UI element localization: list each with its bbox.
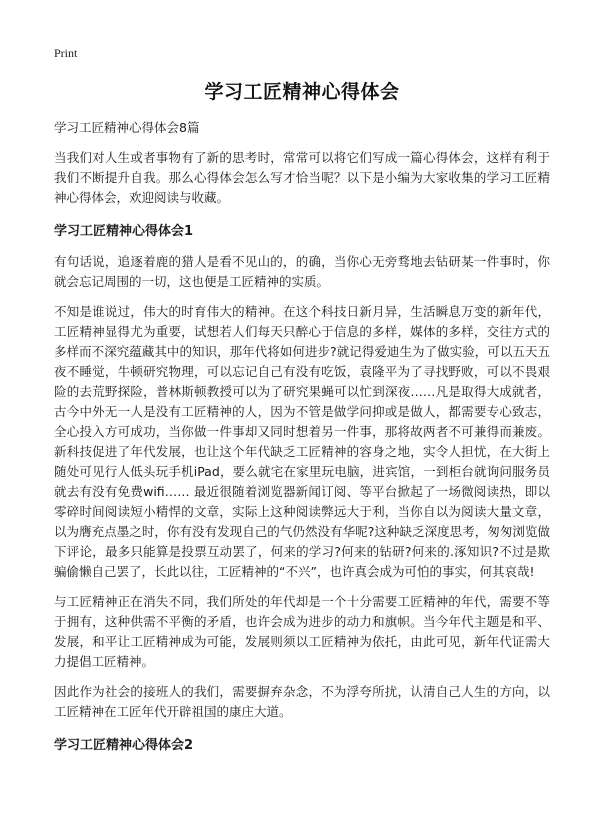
document-page <box>54 44 550 756</box>
print-link[interactable]: Print <box>54 46 78 60</box>
subtitle: 学习工匠精神心得体会8篇 <box>54 120 200 135</box>
section1-paragraph-3: 与工匠精神正在消失不同，我们所处的年代却是一个十分需要工匠精神的年代，需要不等于拥有，这种供需不平衡的矛盾，也许会成为进步的动力和旗帜。当今年代主题是和平、发展，和平让工匠精神成为可能，发展则须以工匠精神为依托，由此可见，新年代证需大力提倡工匠精神。 <box>54 594 550 669</box>
intro-paragraph: 当我们对人生或者事物有了新的思考时，常常可以将它们写成一篇心得体会，这样有利于我们不断提升自我。那么心得体会怎么写才恰当呢？以下是小编为大家收集的学习工匠精神心得体会，欢迎阅读与收藏。 <box>54 150 550 205</box>
section1-paragraph-4: 因此作为社会的接班人的我们，需要摒弃杂念，不为浮夸所扰，认清自己人生的方向，以工匠精神在工匠年代开辟祖国的康庄大道。 <box>54 684 550 719</box>
page-title: 学习工匠精神心得体会 <box>204 81 400 103</box>
section1-paragraph-2: 不知是谁说过，伟大的时育伟大的精神。在这个科技日新月异，生活瞬息万变的新年代，工匠精神显得尤为重要，试想若人们每天只醉心于信息的多样，媒体的多样，交往方式的多样而不深究蕴藏其中的知识，那年代将如何进步?就记得爱迪生为了做实验，可以五天五夜不睡觉，牛顿研究物理，可以忘记自己有没有吃饭，袁隆平为了寻找野败，可以不畏艰险的去荒野探险，普林斯顿教授可以为了研究果蝇可以忙到深夜……凡是取得大成就者，古今中外无一人是没有工匠精神的人，因为不管是做学问抑或是做人，都需要专心致志，全心投入方可成功，当你做一件事却又同时想着另一件事，那将故两者不可兼得而兼废。新科技促进了年代发展，也让这个年代缺乏工匠精神的容身之地，实令人担忧，在大街上随处可见行人低头玩手机iPad，要么就宅在家里玩电脑，进宾馆，一到柜台就询问服务员就去有没有免费wifi…… 最近很随着浏览器新闻订阅、等平台掀起了一场微阅读热，即以零碎时间阅读短小精悍的文章，实际上这种阅读弊远大于利，当你自以为阅读大量文章，以为膺充点墨之时，你有没有发现自己的气仍然没有华呢?这种缺乏深度思考，匆匆浏览做下评论，最多只能算是投票互动罢了，何来的学习?何来的钻研?何来的.涿知识?不过是欺骗偷懒自己罢了，长此以往，工匠精神的“不兴”，也许真会成为可怕的事实，何其哀哉! <box>54 304 550 579</box>
section-heading-2: 学习工匠精神心得体会2 <box>54 738 194 753</box>
section1-paragraph-1: 有句话说，追逐着鹿的猎人是看不见山的，的确，当你心无旁骛地去钻研某一件事时，你就会忘记周围的一切，这也便是工匠精神的实质。 <box>54 254 550 289</box>
section-heading-1: 学习工匠精神心得体会1 <box>54 224 194 239</box>
